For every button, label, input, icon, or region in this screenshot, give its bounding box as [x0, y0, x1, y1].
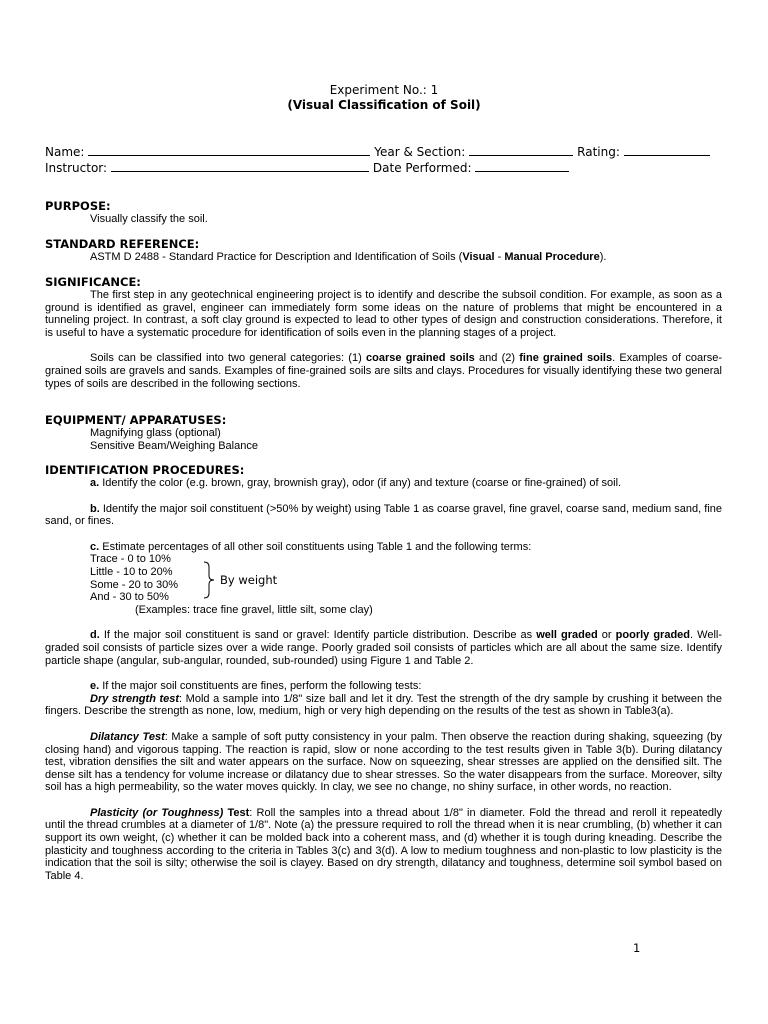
- equipment-item: Magnifying glass (optional): [90, 427, 221, 439]
- instructor-field[interactable]: [111, 159, 369, 172]
- purpose-section: [45, 200, 722, 226]
- term-some: Some - 20 to 30%: [90, 578, 179, 591]
- instructor-row: [45, 159, 725, 175]
- equipment-heading: EQUIPMENT/ APPARATUSES:: [45, 413, 227, 427]
- brace-icon: [203, 561, 215, 599]
- procedure-d: d. If the major soil constituent is sand or gravel: Identify particle distribution. Describe as well graded or poorly graded. Well-graded soil consists of particle sizes over a wide range. Poorly graded soil consists of particles which are all about the same size. Identify particle shape (angular, sub-angular, rounded, sub-rounded) using Figure 1 and Table 2.: [45, 629, 722, 667]
- term-trace: Trace - 0 to 10%: [90, 553, 171, 566]
- term-and: And - 30 to 50%: [90, 591, 169, 604]
- rating-label: Rating:: [577, 145, 620, 159]
- standard-reference-heading: STANDARD REFERENCE:: [45, 237, 200, 251]
- procedure-e: e. If the major soil constituents are fines, perform the following tests:: [90, 680, 422, 693]
- by-weight-label: By weight: [220, 573, 278, 587]
- name-field[interactable]: [88, 143, 370, 156]
- significance-paragraph-2: Soils can be classified into two general categories: (1) coarse grained soils and (2) fine grained soils. Examples of coarse-grained soils are gravels and sands. Examples of fine-grained soils are silts and clays. Procedures for visually identifying these two general types of soils are described in the following sections.: [45, 352, 723, 390]
- standard-reference-text: ASTM D 2488 - Standard Practice for Description and Identification of Soils (Visual - Manual Procedure).: [90, 251, 607, 263]
- term-little: Little - 10 to 20%: [90, 565, 173, 578]
- name-label: Name:: [45, 145, 85, 159]
- plasticity-test: Plasticity (or Toughness) Test: Roll the samples into a thread about 1/8" in diameter. Fold the thread and reroll it repeatedly until the thread crumbles at a diameter of 1/8". Note (a) the pressure required to roll the thread when it is near crumbling, (b) whether it can support its own weight, (c) whether it can be molded back into a coherent mass, and (d) whether it is tough during kneading. Describe the plasticity and toughness according to the criteria in Tables 3(c) and 3(d). A low to medium toughness and non-plastic to low plasticity is the indication that the soil is silty; otherwise the soil is clayey. Based on dry strength, dilatancy and toughness, determine soil symbol based on Table 4.: [45, 806, 722, 882]
- procedure-a: a. Identify the color (e.g. brown, gray, brownish gray), odor (if any) and texture (coarse or fine-grained) of soil.: [90, 477, 622, 489]
- header-fields: [45, 143, 725, 175]
- purpose-heading: PURPOSE:: [45, 199, 111, 213]
- date-performed-field[interactable]: [475, 159, 569, 172]
- equipment-section: [45, 414, 722, 452]
- procedure-c: c. Estimate percentages of all other soil constituents using Table 1 and the following terms:: [90, 540, 532, 553]
- year-section-field[interactable]: [469, 143, 573, 156]
- standard-reference-section: [45, 238, 722, 264]
- terms-examples: (Examples: trace fine gravel, little silt, some clay): [135, 603, 373, 616]
- document-title: (Visual Classification of Soil): [287, 98, 481, 112]
- purpose-text: Visually classify the soil.: [90, 213, 208, 225]
- name-row: [45, 143, 725, 159]
- experiment-number: Experiment No.: 1: [329, 83, 439, 97]
- date-performed-label: Date Performed:: [372, 161, 472, 175]
- dilatancy-test: Dilatancy Test: Make a sample of soft putty consistency in your palm. Then observe the reaction during shaking, squeezing (by closing hand) and vigorous tapping. The reaction is rapid, slow or none according to the test results given in Table 3(b). During dilatancy test, vibration densifies the silt and water appears on the surface. Now on squeezing, shear stresses are applied on the densified silt. The dense silt has a tendency for volume increase or dilatancy due to shear stresses. So the water disappears from the surface. Moreover, silty soil has a high permeability, so the water moves quickly. In clay, we see no change, no shiny surface, in other words, no reaction.: [45, 730, 722, 794]
- year-section-label: Year & Section:: [374, 145, 466, 159]
- instructor-label: Instructor:: [45, 161, 108, 175]
- equipment-item: Sensitive Beam/Weighing Balance: [90, 439, 258, 452]
- procedures-section: [45, 464, 722, 882]
- procedure-b: b. Identify the major soil constituent (>50% by weight) using Table 1 as coarse gravel, fine gravel, coarse sand, medium sand, fine sand, or fines.: [45, 502, 722, 528]
- significance-heading: SIGNIFICANCE:: [45, 275, 141, 289]
- page-number: 1: [633, 941, 641, 955]
- significance-paragraph-1: The first step in any geotechnical engineering project is to identify and describe the subsoil condition. For example, as soon as a ground is identified as gravel, engineer can immediately form some ideas on the nature of problems that might be encountered in a tunneling project. In contrast, a soft clay ground is expected to lead to other types of design and construction considerations. Therefore, it is useful to have a systematic procedure for identification of soils even in the planning stages of a project.: [45, 289, 722, 339]
- significance-section: [45, 276, 722, 390]
- procedures-heading: IDENTIFICATION PROCEDURES:: [45, 463, 245, 477]
- rating-field[interactable]: [624, 143, 710, 156]
- dry-strength-test: Dry strength test: Mold a sample into 1/8" size ball and let it dry. Test the strength of the dry sample by crushing it between the fingers. Describe the strength as none, low, medium, high or very high depending on the results of the test as shown in Table3(a).: [45, 692, 722, 718]
